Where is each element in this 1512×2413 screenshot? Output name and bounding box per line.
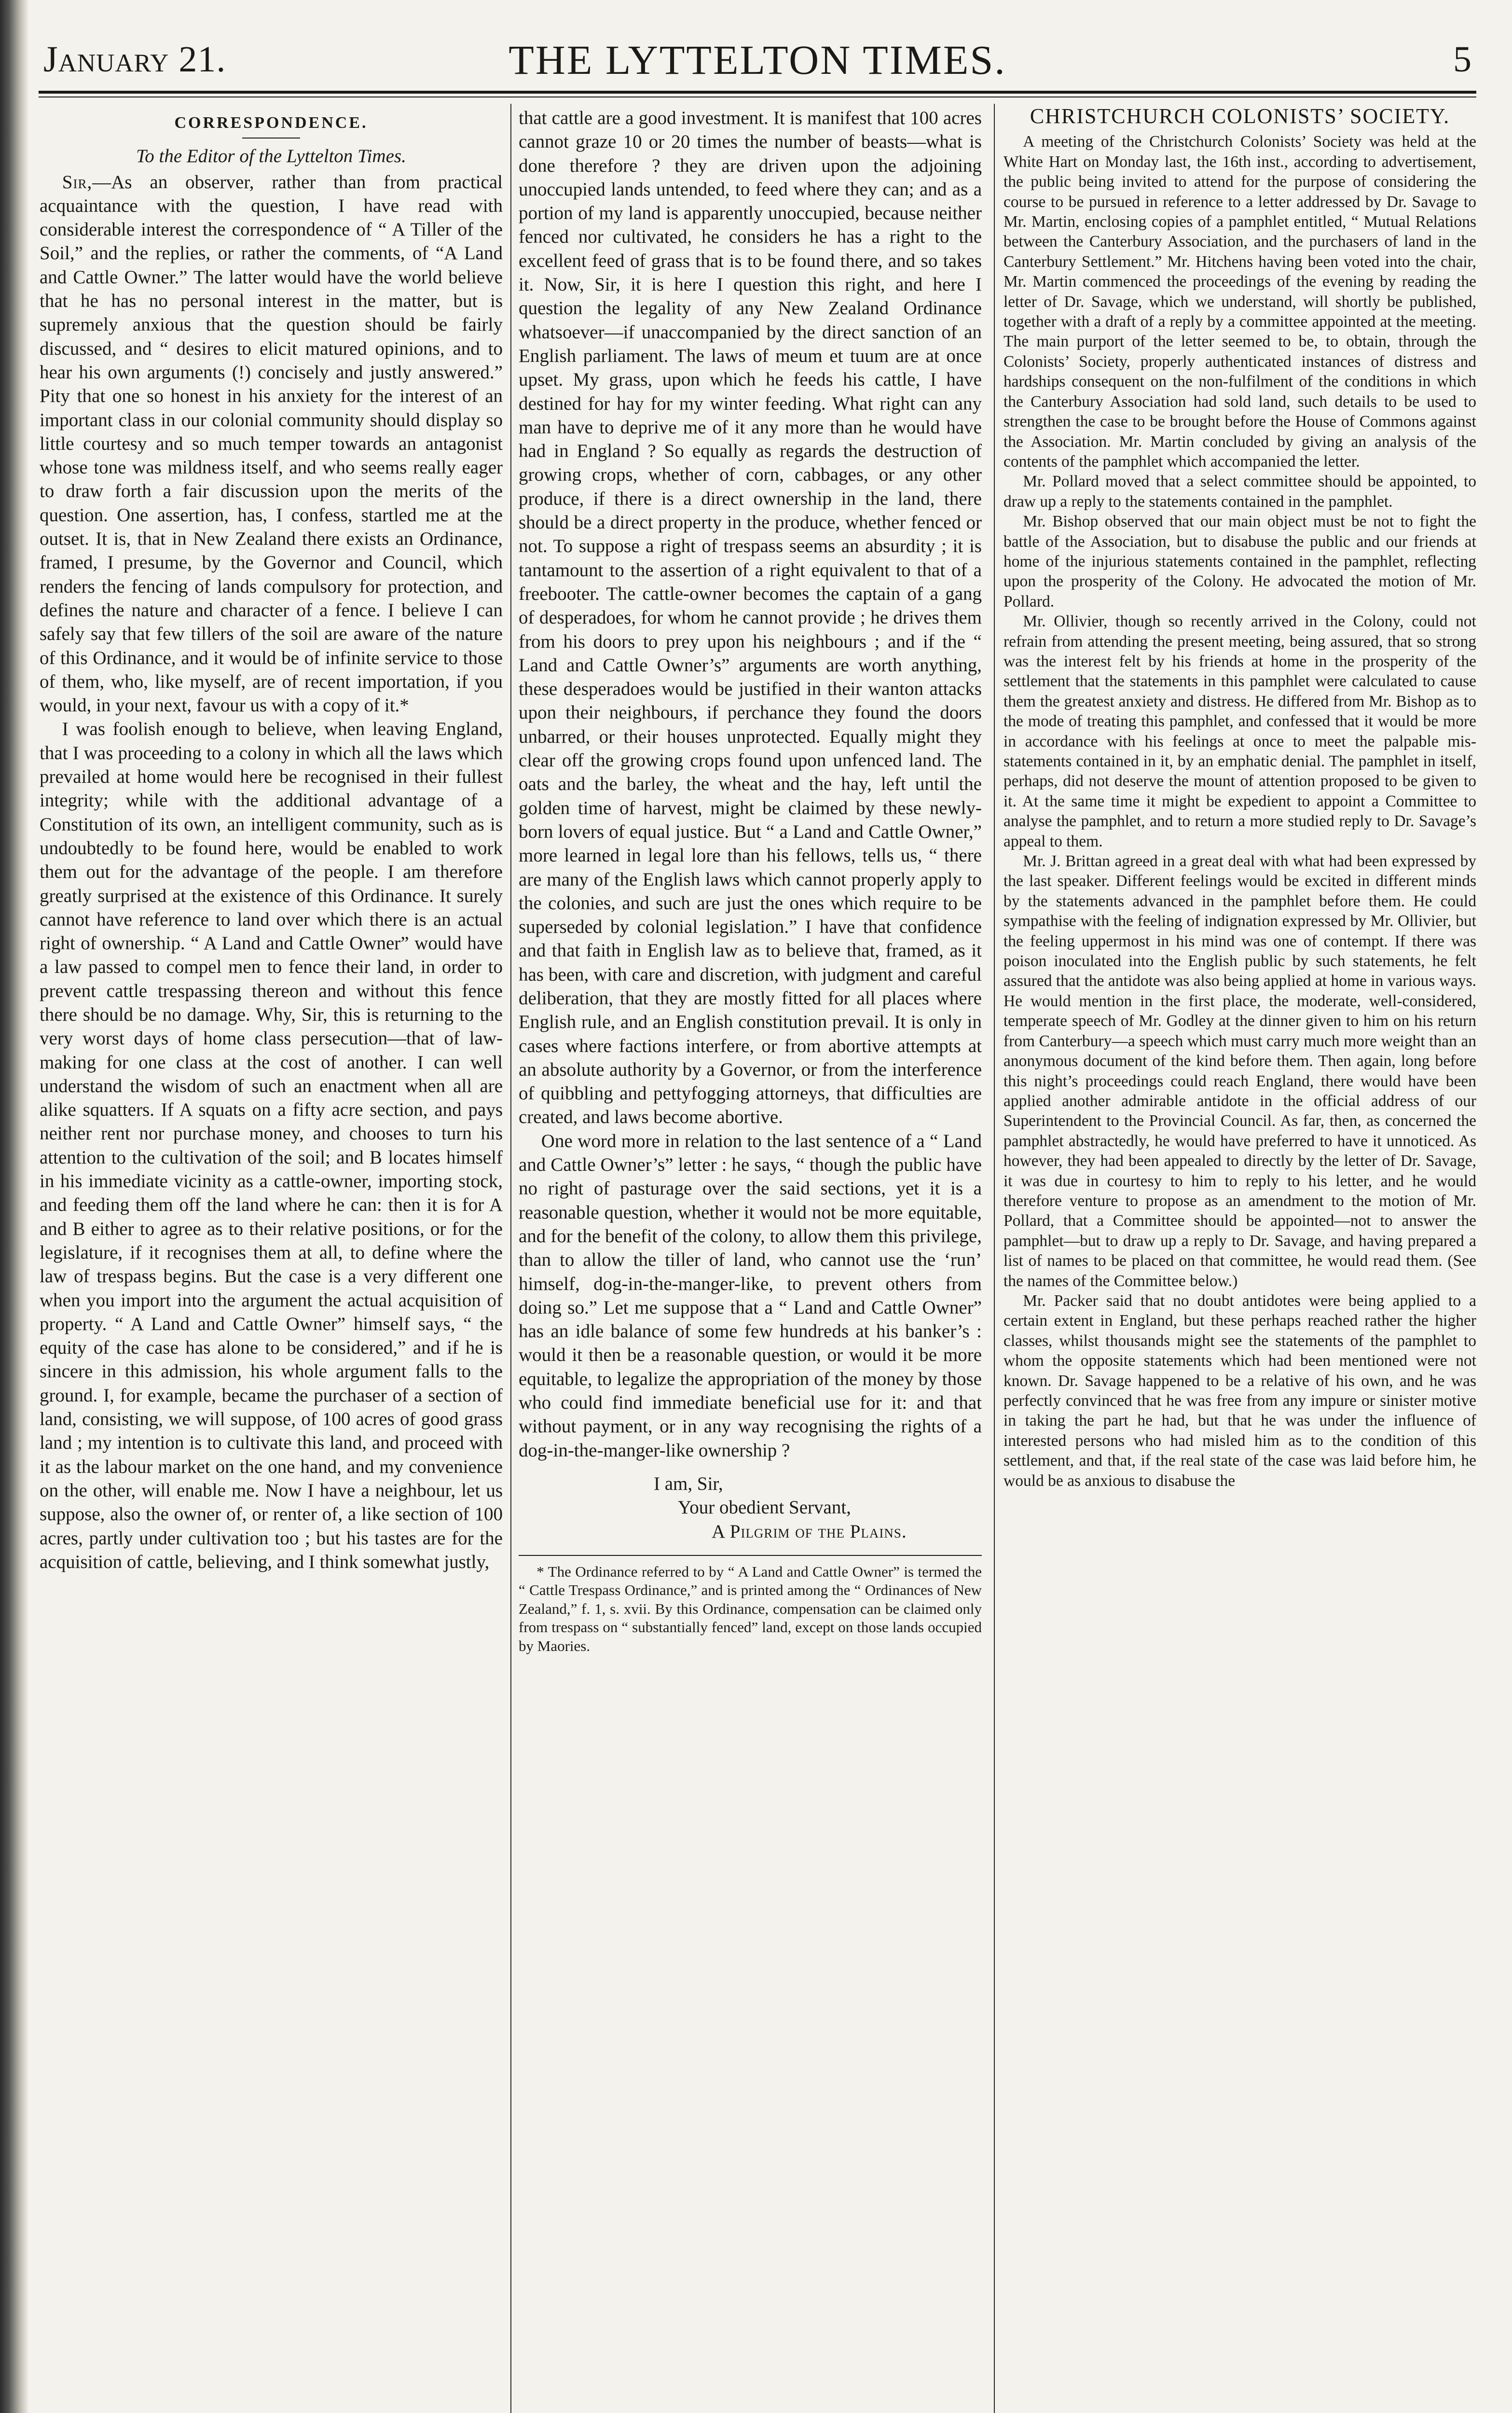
heading-rule: [242, 138, 300, 139]
report-paragraph: Mr. J. Brittan agreed in a great deal with what had been expressed by the last speaker. Different feelings would be excited in different minds by the statements advanced in the pamphlet before them. He could sympathise with the feeling of indignation expressed by Mr. Ollivier, but the feeling uppermost in his mind was one of contempt. If there was poison inoculated into the English public by such statements, he felt assured that the antidote was also being applied at home in various ways. He would mention in the first place, the moderate, well-considered, temperate speech of Mr. Godley at the dinner given to him on his return from Canterbury—a speech which must carry much more weight than an anonymous document of the kind before them. Then again, long before this night’s proceedings could reach England, there would have been applied another admirable antidote in the official address of our Superintendent to the Provincial Council. As far, then, as concerned the pamphlet abstractedly, he would have preferred to have it unnoticed. As however, they had been appealed to directly by the letter of Dr. Savage, it was due in courtesy to him to reply to his letter, and he would therefore venture to propose as an amendment to the motion of Mr. Pollard, that a Committee should be appointed—not to answer the pamphlet—but to draw up a reply to Dr. Savage, and having prepared a list of names to be placed on that committee, he would read them. (See the names of the Committee below.): [1003, 852, 1476, 1290]
page-number: 5: [1453, 39, 1471, 80]
letter-signoff: [519, 1472, 982, 1543]
issue-date: January 21.: [43, 39, 226, 80]
article-column-2: [519, 106, 982, 2413]
newspaper-title: THE LYTTELTON TIMES.: [509, 37, 1006, 83]
letter-paragraph-text: As an observer, rather than from practical acquaintance with the question, I have read with considerable interest the correspondence of “ A Tiller of the Soil,” and the replies, or rather the comments, of “A Land and Cattle Owner.” The latter would have the world believe that he has no personal interest in the matter, but is supremely anxious that the question should be fairly discussed, and “ desires to elicit matured opinions, and to hear his own arguments (!) concisely and justly answered.” Pity that one so honest in his anxiety for the interest of an important class in our colonial community should display so little courtesy and so much temper towards an antagonist whose tone was mildness itself, and who seems really eager to draw forth a fair discussion upon the merits of the question. One assertion, has, I confess, startled me at the outset. It is, that in New Zealand there exists an Ordinance, framed, I presume, by the Governor and Council, which renders the fencing of lands compulsory for protection, and defines the nature and character of a fence. I believe I can safely say that few tillers of the soil are aware of the nature of this Ordinance, and it would be of infinite service to those of them, who, like myself, are of recent importation, if you would, in your next, favour us with a copy of it.*: [40, 171, 503, 716]
footnote-rule: [519, 1555, 982, 1556]
footnote: * The Ordinance referred to by “ A Land and Cattle Owner” is termed the “ Cattle Trespass Ordinance,” and is printed among the “ Ordinances of New Zealand,” f. 1, s. xvii. By this Ordinance, compensation can be claimed only from trespass on “ substantially fenced” land, except on those lands occupied by Maories.: [519, 1563, 982, 1654]
masthead-rule: [39, 91, 1476, 94]
report-paragraph: A meeting of the Christchurch Colonists’ Society was held at the White Hart on Monday last, the 16th inst., according to advertisement, the public being invited to attend for the purpose of considering the course to be pursued in reference to a letter addressed by Dr. Savage to Mr. Martin, enclosing copies of a pamphlet entitled, “ Mutual Relations between the Canterbury Association, and the purchasers of land in the Canterbury Settlement.” Mr. Hitchens having been voted into the chair, Mr. Martin commenced the proceedings of the evening by reading the letter of Dr. Savage, which we understand, will shortly be published, together with a draft of a reply by a committee appointed at the meeting. The main purport of the letter seemed to be, to obtain, through the Colonists’ Society, properly authenticated instances of distress and hardships consequent on the non-fulfilment of the conditions in which the Canterbury Association had sold land, such details to be used to strengthen the case to be brought before the House of Commons against the Association. Mr. Martin concluded by giving an analysis of the contents of the pamphlet which accompanied the letter.: [1003, 133, 1476, 471]
letter-paragraph: that cattle are a good investment. It is manifest that 100 acres cannot graze 10 or 20 times the number of beasts—what is done therefore ? they are driven upon the adjoining unoccupied lands untended, to feed where they can; and as a portion of my land is apparently unoccupied, because neither fenced nor cultivated, he considers he has a right to the excellent feed of grass that is to be found there, and so takes it. Now, Sir, it is here I question this right, and here I question the legality of any New Zealand Ordinance whatsoever—if unaccompanied by the direct sanction of an English parliament. The laws of meum et tuum are at once upset. My grass, upon which he feeds his cattle, I have destined for hay for my winter feeding. What right can any man have to deprive me of it any more than he would have had in England ? So equally as regards the destruction of growing crops, whether of corn, cabbages, or any other produce, if there is a direct ownership in the land, there should be a direct property in the produce, whether fenced or not. To suppose a right of trespass seems an absurdity ; it is tantamount to the assertion of a right equivalent to that of a freebooter. The cattle-owner becomes the captain of a gang of desperadoes, for whom he cannot provide ; he drives them from his doors to prey upon his neighbours ; and if the “ Land and Cattle Owner’s” arguments are worth anything, these desperadoes would be justified in their wanton attacks upon their neighbours, if perchance they found the doors unbarred, or their houses unprotected. Equally might they clear off the growing crops found upon unfenced land. The oats and the barley, the wheat and the hay, left until the golden time of harvest, might be claimed by these newly-born lovers of equal justice. But “ a Land and Cattle Owner,” more learned in legal lore than his fellows, tells us, “ there are many of the English laws which cannot properly apply to the colonies, and such are just the ones which require to be superseded by colonial legislation.” I have that confidence and that faith in English law as to believe that, framed, as it has been, with care and discretion, with judgment and careful deliberation, that they are mostly fitted for all places where English rule, and an English constitution prevail. It is only in cases where factions interfere, or from abortive attempts at an absolute authority by a Governor, or from the interference of quibbling and pettyfogging attorneys, that difficulties are created, and laws become abortive.: [519, 108, 982, 1128]
page-binding-edge: [0, 0, 29, 2413]
report-paragraph: Mr. Ollivier, though so recently arrived in the Colony, could not refrain from attending the present meeting, being assured, that so strong was the interest felt by his friends at home in the prosperity of the settlement that the statements in this pamphlet were calculated to cause them the greatest anxiety and distress. He differed from Mr. Bishop as to the mode of treating this pamphlet, and confessed that it would be more in accordance with his feelings at once to meet the palpable mis-statements contained in it, by an emphatic denial. The pamphlet in itself, perhaps, did not deserve the mount of attention proposed to be given to it. At the same time it might be expedient to appoint a Committee to analyse the pamphlet, and to return a more studied reply to Dr. Savage’s appeal to them.: [1003, 612, 1476, 850]
section-heading: CORRESPONDENCE.: [174, 114, 368, 132]
column-divider: [510, 104, 511, 2413]
article-column-3: [1003, 106, 1476, 2413]
letter-paragraph: Sir,—As an observer, rather than from practical acquaintance with the question, I have read with considerable interest the correspondence of “ A Tiller of the Soil,” and the replies, or rather the comments, of “A Land and Cattle Owner.” The latter would have the world believe that he has no personal interest in the matter, but is supremely anxious that the question should be fairly discussed, and “ desires to elicit matured opinions, and to hear his own arguments (!) concisely and justly answered.” Pity that one so honest in his anxiety for the interest of an important class in our colonial community should display so little courtesy and so much temper towards an antagonist whose tone was mildness itself, and who seems really eager to draw forth a fair discussion upon the merits of the question. One assertion, has, I confess, startled me at the outset. It is, that in New Zealand there exists an Ordinance, framed, I presume, by the Governor and Council, which renders the fencing of lands compulsory for protection, and defines the nature and character of a fence. I believe I can safely say that few tillers of the soil are aware of the nature of this Ordinance, and it would be of infinite service to those of them, who, like myself, are of recent importation, if you would, in your next, favour us with a copy of it.*: [40, 171, 503, 716]
signoff-line: I am, Sir,: [654, 1473, 723, 1494]
letter-paragraph: I was foolish enough to believe, when leaving England, that I was proceeding to a colony in which all the laws which prevailed at home would here be recognised in their fullest integrity; while with the additional advantage of a Constitution of its own, an intelligent community, such as is undoubtedly to be found here, would be enabled to work them out for the advantage of the people. I am therefore greatly surprised at the existence of this Ordinance. It surely cannot have reference to land over which there is an actual right of ownership. “ A Land and Cattle Owner” would have a law passed to compel men to fence their land, in order to prevent cattle trespassing thereon and without this fence there should be no damage. Why, Sir, this is returning to the very worst days of home class persecution—that of law-making for one class at the cost of another. I can well understand the wisdom of such an enactment when all are alike squatters. If A squats on a fifty acre section, and pays neither rent nor purchase money, and chooses to turn his attention to the cultivation of the soil; and B locates himself in his immediate vicinity as a cattle-owner, importing stock, and feeding them off the land where he can: then it is for A and B either to agree as to their relative positions, or for the legislature, if it recognises them at all, to define where the law of trespass begins. But the case is a very different one when you import into the argument the actual acquisition of property. “ A Land and Cattle Owner” himself says, “ the equity of the case has alone to be considered,” and if he is sincere in this admission, his whole argument falls to the ground. I, for example, became the purchaser of a section of land, consisting, we will suppose, of 100 acres of good grass land ; my intention is to cultivate this land, and proceed with it as the labour market on the one hand, and my convenience on the other, will enable me. Now I have a neighbour, let us suppose, also the owner of, or renter of, a like section of 100 acres, partly under cultivation too ; but his tastes are for the acquisition of cattle, believing, and I think somewhat justly,: [40, 719, 503, 1572]
signoff-line: Your obedient Servant,: [678, 1497, 851, 1518]
letter-salutation: Sir,: [62, 171, 93, 193]
section-heading: CHRISTCHURCH COLONISTS’ SOCIETY.: [1030, 106, 1450, 128]
article-column-1: [40, 106, 503, 2413]
letter-signature: A Pilgrim of the Plains.: [712, 1521, 907, 1542]
letter-paragraph: One word more in relation to the last sentence of a “ Land and Cattle Owner’s” letter : he says, “ though the public have no right of pasturage over the said sections, yet it is a reasonable question, whether it would not be more equitable, and for the benefit of the colony, to allow them this privilege, than to allow the tiller of land, who cannot use the ‘run’ himself, dog-in-the-manger-like, to prevent others from doing so.” Let me suppose that a “ Land and Cattle Owner” has an idle balance of some few hundreds at his banker’s : would it then be a reasonable question, or would it be more equitable, to legalize the appropriation of the money by those who could find immediate beneficial use for it: and that without payment, or in any way recognising the rights of a dog-in-the-manger-like ownership ?: [519, 1130, 982, 1461]
report-paragraph: Mr. Pollard moved that a select committee should be appointed, to draw up a reply to the statements contained in the pamphlet.: [1003, 472, 1476, 511]
column-divider: [994, 104, 995, 2413]
masthead: [39, 34, 1476, 87]
report-paragraph: Mr. Bishop observed that our main object must be not to fight the battle of the Association, but to disabuse the public and our friends at home of the injurious statements contained in the pamphlet, reflecting upon the prosperity of the Colony. He advocated the motion of Mr. Pollard.: [1003, 513, 1476, 610]
report-paragraph: Mr. Packer said that no doubt antidotes were being applied to a certain extent in England, but these perhaps reached rather the higher classes, whilst thousands might see the statements of the pamphlet to whom the opposite statements which had been mentioned were not known. Dr. Savage happened to be a relative of his own, and he was perfectly convinced that he was free from any impure or sinister motive in taking the part he had, but that he was under the influence of interested persons who had misled him as to the condition of this settlement, and that, if the real state of the case was laid before him, he would be as anxious to disabuse the: [1003, 1291, 1476, 1490]
letter-addressee: To the Editor of the Lyttelton Times.: [136, 146, 406, 167]
